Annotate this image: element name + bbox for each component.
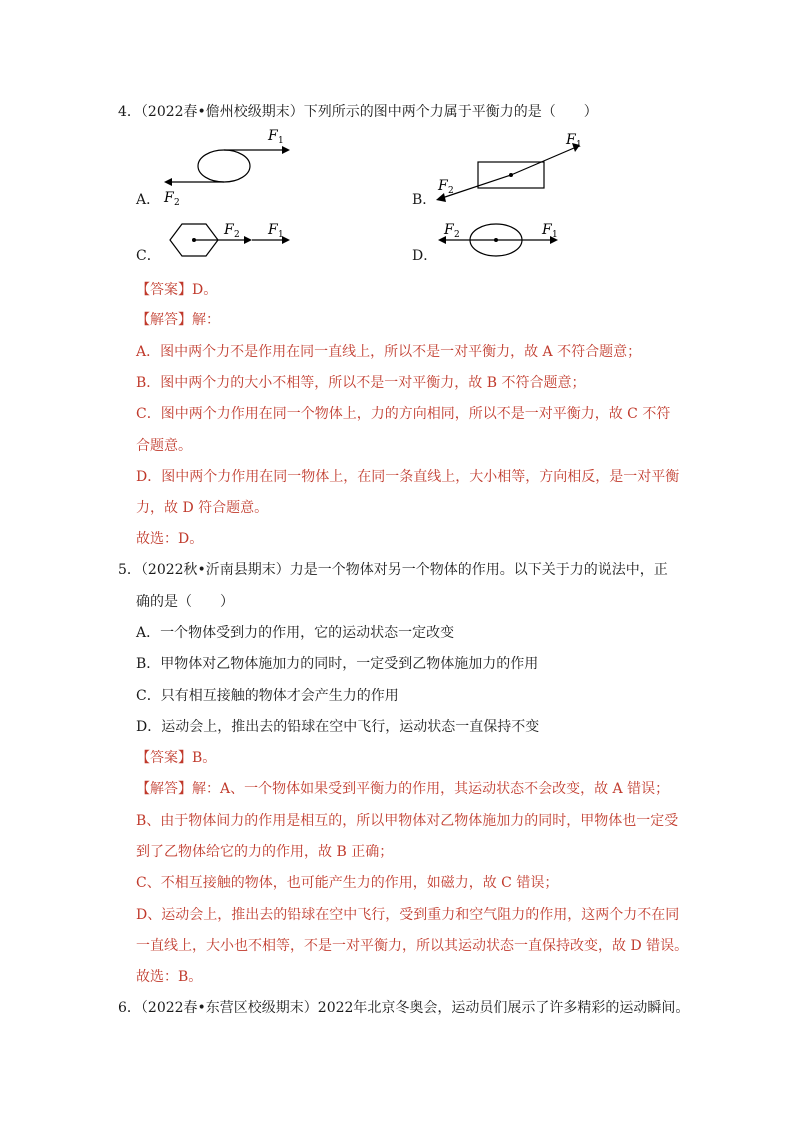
svg-text:F: F (566, 132, 576, 148)
q4-explain-6: 力，故 D 符合题意。 (136, 500, 269, 516)
svg-text:1: 1 (278, 230, 284, 240)
q5-explain-3: 到了乙物体给它的力的作用，故 B 正确； (136, 844, 394, 860)
q5-explain-5: D、运动会上，推出去的铅球在空中飞行，受到重力和空气阻力的作用，这两个力不在同 (136, 907, 680, 923)
svg-text:2: 2 (454, 230, 460, 240)
q6-stem: 6．（2022春•东营区校级期末）2022年北京冬奥会，运动员们展示了许多精彩的运动瞬间。 (118, 1000, 690, 1016)
q5-option-b: B．甲物体对乙物体施加力的同时，一定受到乙物体施加力的作用 (136, 656, 539, 672)
svg-text:2: 2 (234, 230, 240, 240)
f1-label: F (268, 128, 278, 144)
figure-b (432, 132, 592, 212)
q5-option-d: D．运动会上，推出去的铅球在空中飞行，运动状态一直保持不变 (136, 719, 540, 735)
f2-label: F (164, 190, 174, 206)
option-b-label: B． (412, 192, 437, 208)
q4-explain-3: C．图中两个力作用在同一个物体上，力的方向相同，所以不是一对平衡力，故 C 不符 (136, 406, 671, 422)
q4-explain-5: D．图中两个力作用在同一物体上，在同一条直线上，大小相等，方向相反，是一对平衡 (136, 469, 680, 485)
q5-analysis-line (136, 779, 669, 799)
q5-option-c: C．只有相互接触的物体才会产生力的作用 (136, 688, 399, 704)
q5-choose: 故选：B。 (136, 969, 203, 985)
svg-text:F: F (444, 222, 454, 238)
q5-explain-6: 一直线上，大小也不相等，不是一对平衡力，所以其运动状态一直保持改变，故 D 错误。 (136, 938, 689, 954)
option-c-label: C． (136, 248, 161, 264)
q5-explain-1: 解：A、一个物体如果受到平衡力的作用，其运动状态不会改变，故 A 错误； (192, 781, 670, 797)
svg-text:1: 1 (278, 136, 284, 146)
q5-answer: 【答案】B。 (136, 750, 217, 766)
svg-text:1: 1 (576, 140, 582, 150)
svg-text:F: F (438, 178, 448, 194)
q4-explain-1: A．图中两个力不是作用在同一直线上，所以不是一对平衡力，故 A 不符合题意； (136, 344, 642, 360)
q5-analysis-head: 【解答】 (136, 781, 192, 797)
q4-explain-4: 合题意。 (136, 438, 192, 454)
q5-explain-2: B、由于物体间力的作用是相互的，所以甲物体对乙物体施加力的同时，甲物体也一定受 (136, 813, 679, 829)
svg-text:2: 2 (174, 198, 180, 206)
svg-text:2: 2 (448, 186, 454, 196)
q4-analysis-head: 【解答】解： (136, 312, 220, 328)
q5-explain-4: C、不相互接触的物体，也可能产生力的作用，如磁力，故 C 错误； (136, 875, 559, 891)
option-d-label: D． (412, 248, 438, 264)
svg-text:F: F (542, 222, 552, 238)
q5-stem-1: 5．（2022秋•沂南县期末）力是一个物体对另一个物体的作用。以下关于力的说法中，正 (118, 562, 668, 578)
svg-text:F: F (224, 222, 234, 238)
q4-answer: 【答案】D。 (136, 282, 218, 298)
figure-a (160, 126, 300, 206)
q5-stem-2: 确的是（ ） (136, 594, 234, 610)
option-a-label: A． (136, 192, 161, 208)
figure-d (432, 218, 572, 268)
figure-c (160, 218, 300, 268)
q4-choose: 故选：D。 (136, 531, 204, 547)
svg-text:F: F (268, 222, 278, 238)
q5-option-a: A．一个物体受到力的作用，它的运动状态一定改变 (136, 625, 455, 641)
q4-explain-2: B．图中两个力的大小不相等，所以不是一对平衡力，故 B 不符合题意； (136, 375, 586, 391)
q4-stem: 4．（2022春•儋州校级期末）下列所示的图中两个力属于平衡力的是（ ） (118, 104, 598, 120)
svg-text:1: 1 (552, 230, 558, 240)
